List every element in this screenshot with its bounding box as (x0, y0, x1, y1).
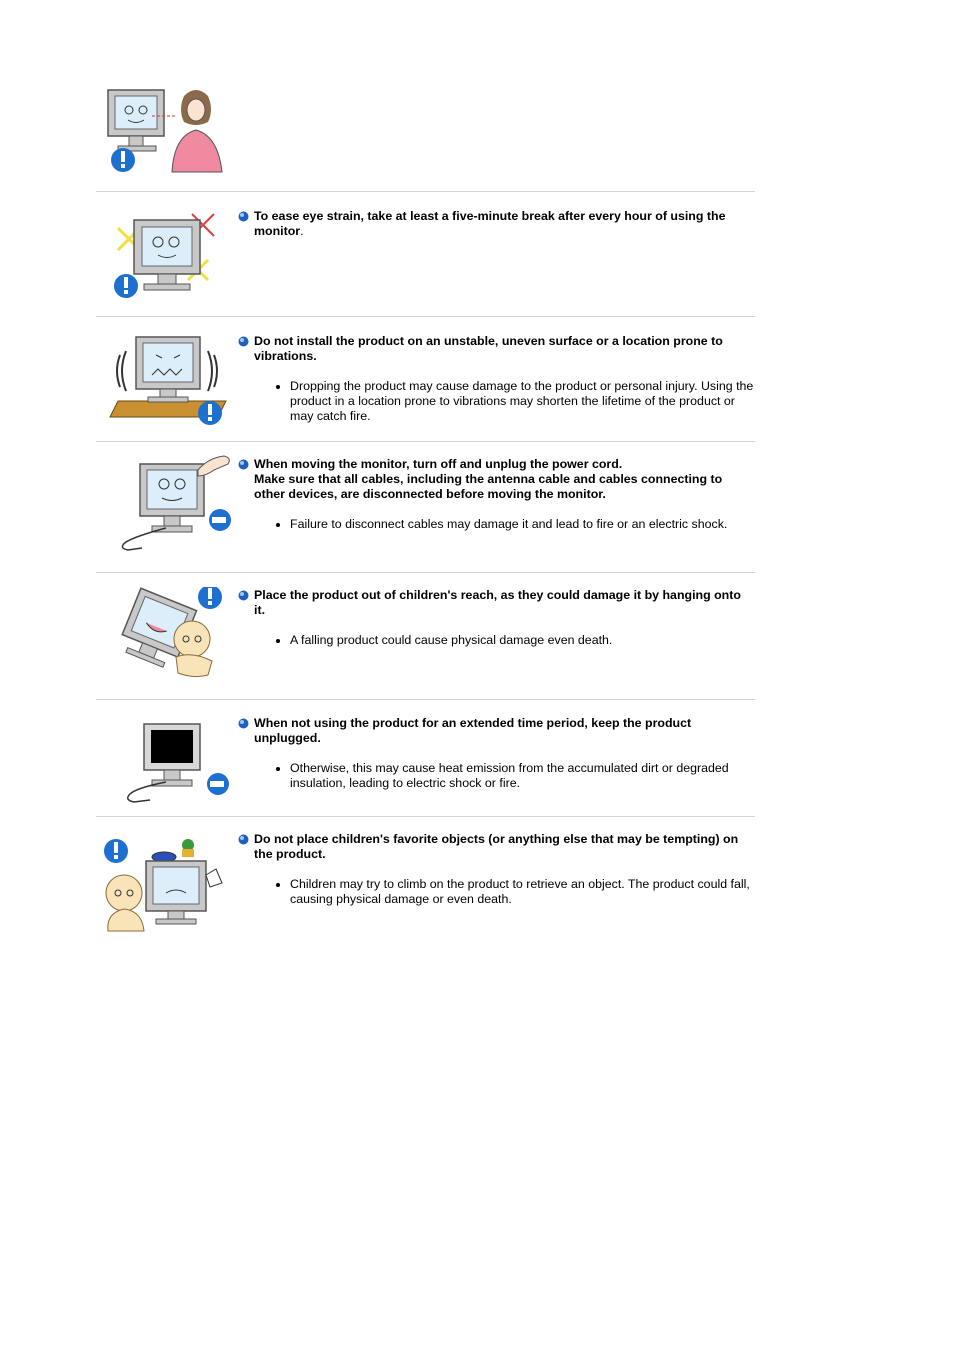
blue-bullet-icon (238, 834, 249, 845)
blue-bullet-icon (238, 459, 249, 470)
instruction-title-suffix: . (300, 224, 304, 238)
safety-instructions (96, 78, 755, 947)
instruction-title (238, 716, 755, 746)
instruction-title (238, 209, 755, 239)
instruction-row (96, 192, 755, 317)
instruction-title-text: To ease eye strain, take at least a five-minute break after every hour of using the monitor (254, 209, 726, 238)
instruction-title-text: Place the product out of children's reach, as they could damage it by hanging onto it. (254, 588, 741, 617)
blue-bullet-icon (238, 336, 249, 347)
instruction-row (96, 817, 755, 947)
instruction-title (238, 832, 755, 862)
instruction-title (238, 334, 755, 364)
monitor-unplugged-idle-illustration (96, 720, 234, 804)
instruction-row (96, 573, 755, 700)
instruction-title-text: When not using the product for an extended time period, keep the product unplugged. (254, 716, 692, 745)
monitor-eye-strain-illustration (96, 210, 234, 302)
monitor-children-hanging-illustration (96, 587, 234, 679)
instruction-title-text: When moving the monitor, turn off and unplug the power cord. (254, 457, 623, 471)
instruction-title (238, 588, 755, 618)
monitor-tempting-objects-illustration (96, 835, 234, 933)
detail-list (274, 877, 755, 907)
detail-item: Dropping the product may cause damage to the product or personal injury. Using the product in a location prone to vibrations may shorten the lifetime of the product or may catch fire. (274, 379, 755, 424)
instruction-title-text: Do not place children's favorite objects (or anything else that may be tempting) on the product. (254, 832, 739, 861)
instruction-title-text: Do not install the product on an unstable, uneven surface or a location prone to vibrations. (254, 334, 723, 363)
instruction-title (238, 457, 755, 502)
instruction-title-text: Make sure that all cables, including the antenna cable and cables connecting to other devices, are disconnected before moving the monitor. (254, 472, 723, 501)
instruction-row (96, 78, 755, 192)
detail-item: A falling product could cause physical damage even death. (274, 633, 755, 648)
blue-bullet-icon (238, 211, 249, 222)
detail-item: Failure to disconnect cables may damage it and lead to fire or an electric shock. (274, 517, 755, 532)
detail-list (274, 517, 755, 532)
detail-list (274, 761, 755, 791)
detail-item: Otherwise, this may cause heat emission from the accumulated dirt or degraded insulation, leading to electric shock or fire. (274, 761, 755, 791)
detail-list (274, 633, 755, 648)
detail-list (274, 379, 755, 424)
blue-bullet-icon (238, 718, 249, 729)
monitor-distance-illustration (96, 84, 234, 176)
monitor-unplug-illustration (96, 454, 234, 554)
detail-item: Children may try to climb on the product to retrieve an object. The product could fall, causing physical damage or even death. (274, 877, 755, 907)
instruction-row (96, 442, 755, 573)
instruction-row (96, 317, 755, 442)
blue-bullet-icon (238, 590, 249, 601)
monitor-vibration-illustration (96, 331, 234, 427)
instruction-row (96, 700, 755, 817)
